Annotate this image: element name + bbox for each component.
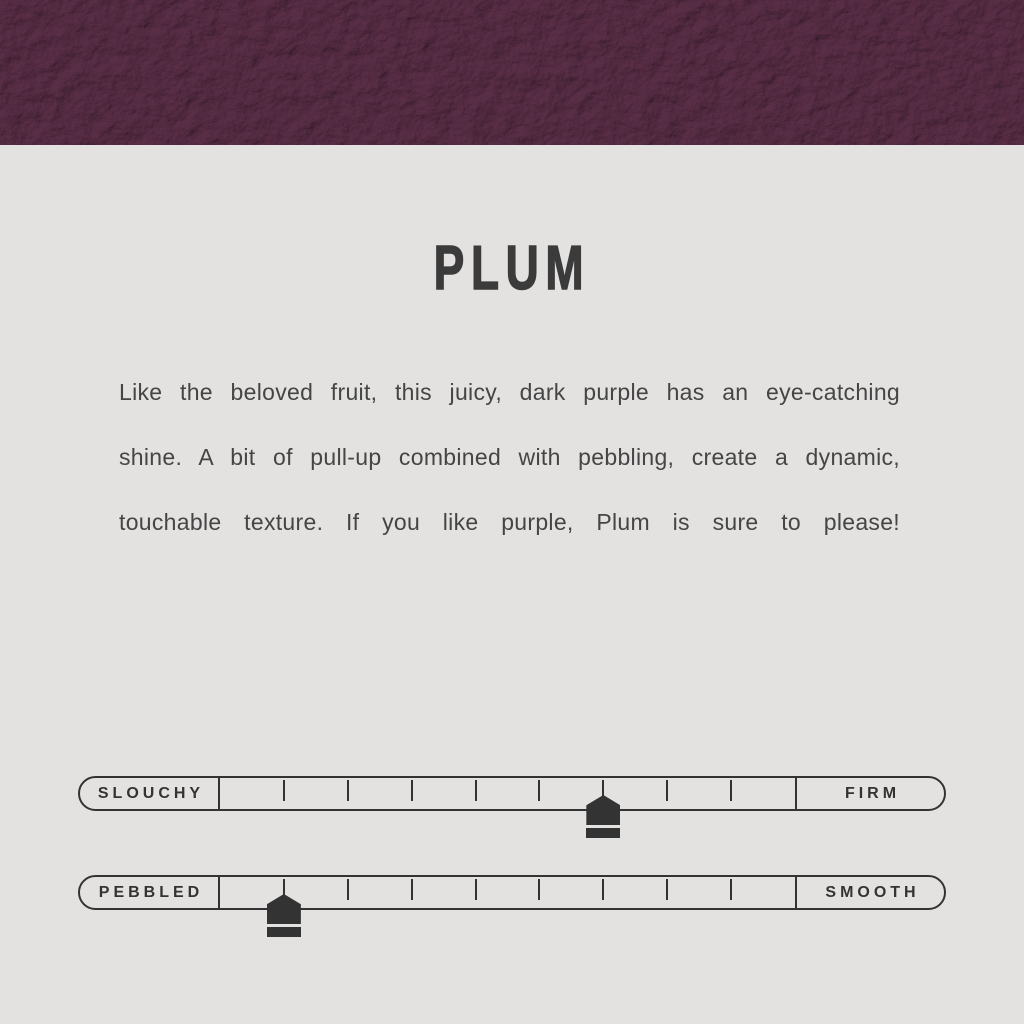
scale-tick <box>475 780 477 801</box>
drape-scale-track <box>220 778 795 809</box>
drape-scale-left-compartment <box>80 778 220 809</box>
page-title: PLUM <box>433 234 591 303</box>
scale-tick <box>730 879 732 900</box>
leather-texture-image <box>0 0 1024 145</box>
color-description <box>119 360 900 555</box>
scale-marker-head <box>267 894 301 924</box>
scale-tick <box>411 780 413 801</box>
scale-tick <box>730 780 732 801</box>
texture-scale-left-label: PEBBLED <box>98 883 204 901</box>
leather-texture-banner <box>0 0 1024 145</box>
drape-scale-pill <box>78 776 946 811</box>
scale-tick <box>411 879 413 900</box>
scale-tick <box>538 780 540 801</box>
texture-scale <box>78 875 946 910</box>
scale-marker <box>267 894 301 937</box>
leather-swatch-rect <box>0 0 1024 145</box>
drape-scale-left-label: SLOUCHY <box>97 784 205 802</box>
texture-scale-right-compartment <box>795 877 944 908</box>
drape-scale-right-compartment <box>795 778 944 809</box>
description-line: Like the beloved fruit, this juicy, dark purple has an eye-catching <box>119 379 900 405</box>
scale-marker-head <box>586 795 620 825</box>
scale-tick <box>283 780 285 801</box>
drape-scale <box>78 776 946 811</box>
scale-marker-base <box>586 828 620 838</box>
scale-marker-base <box>267 927 301 937</box>
texture-scale-right-label: SMOOTH <box>825 883 920 901</box>
description-line: shine. A bit of pull-up combined with pebbling, create a dynamic, <box>119 444 900 470</box>
texture-scale-track <box>220 877 795 908</box>
drape-scale-right-label: FIRM <box>844 784 901 802</box>
scale-marker <box>586 795 620 838</box>
texture-scale-pill <box>78 875 946 910</box>
description-line: touchable texture. If you like purple, Plum is sure to please! <box>119 509 900 535</box>
scale-tick <box>666 780 668 801</box>
scale-tick <box>347 879 349 900</box>
texture-scale-left-compartment <box>80 877 220 908</box>
scale-tick <box>602 879 604 900</box>
scale-tick <box>347 780 349 801</box>
scale-tick <box>475 879 477 900</box>
scale-tick <box>666 879 668 900</box>
scale-tick <box>538 879 540 900</box>
